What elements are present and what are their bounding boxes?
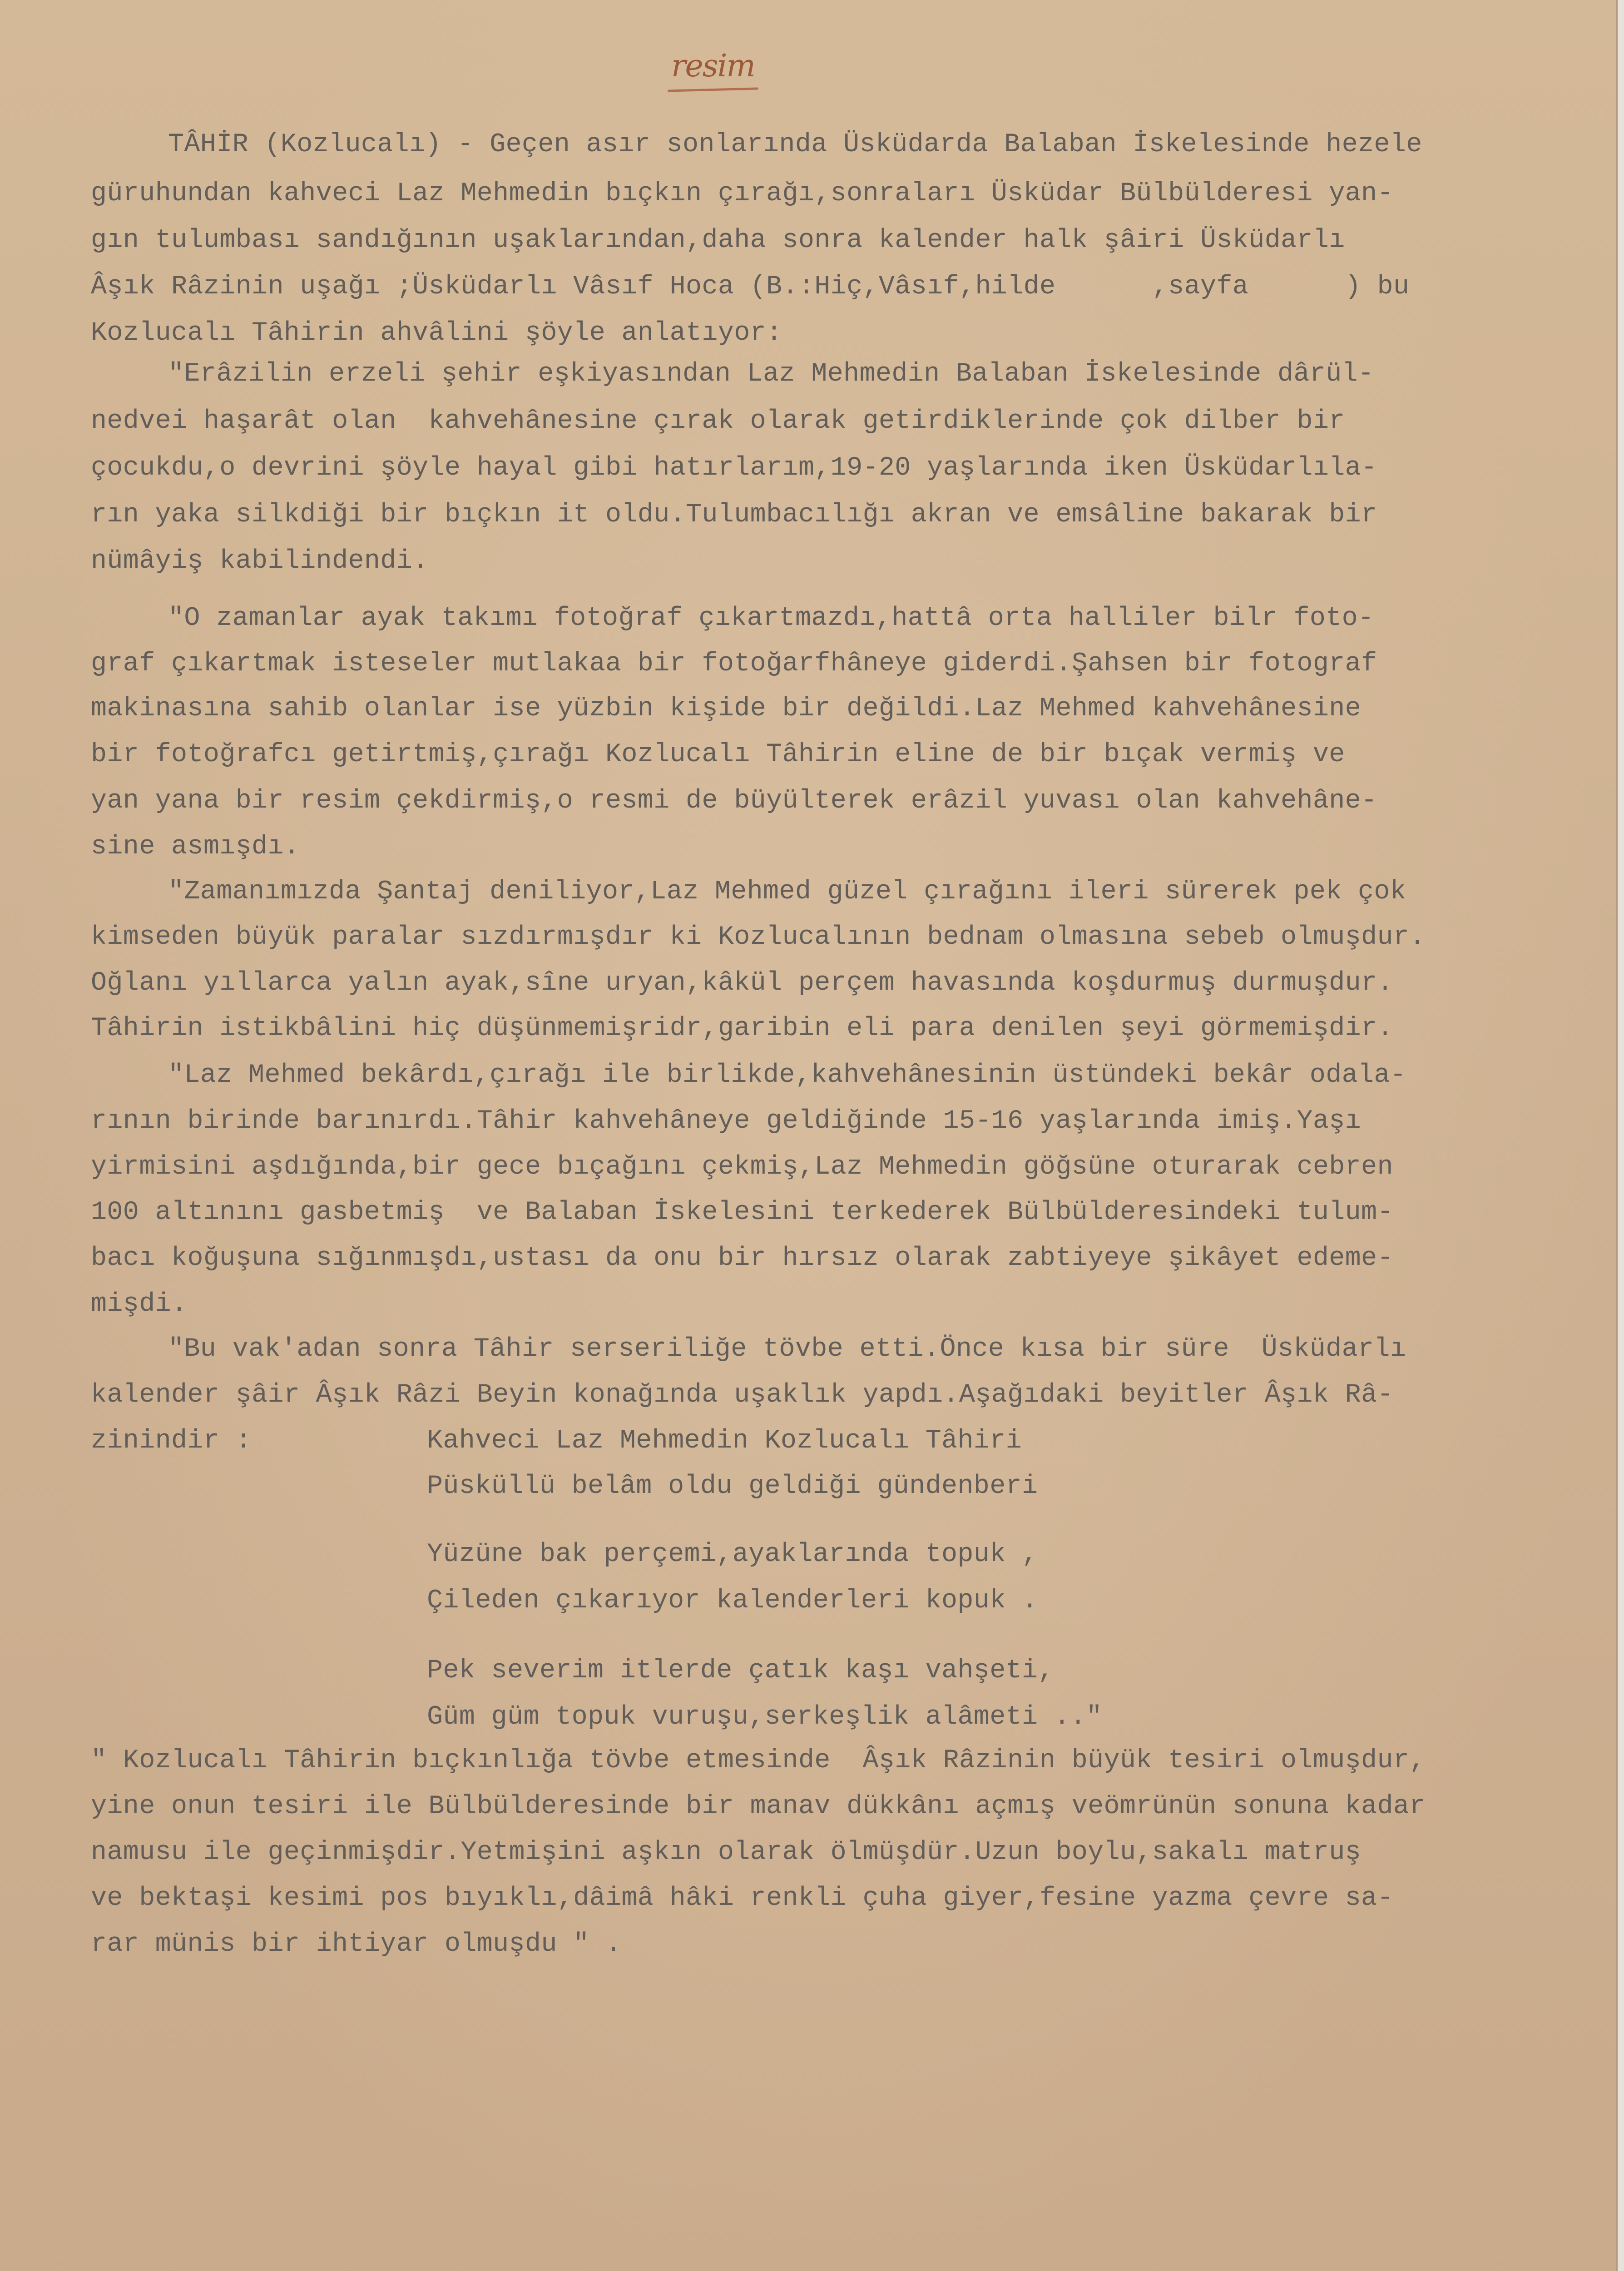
text-line: gın tulumbası sandığının uşaklarından,daha sonra kalender halk şâiri Üsküdarlı xyxy=(91,225,1345,255)
text-line: "Zamanımızda Şantaj deniliyor,Laz Mehmed güzel çırağını ileri sürerek pek çok xyxy=(168,876,1406,907)
text-line: bacı koğuşuna sığınmışdı,ustası da onu bir hırsız olarak zabtiyeye şikâyet edeme- xyxy=(91,1243,1393,1273)
text-line: TÂHİR (Kozlucalı) - Geçen asır sonlarında Üsküdarda Balaban İskelesinde hezele xyxy=(168,129,1422,159)
text-line: yine onun tesiri ile Bülbülderesinde bir manav dükkânı açmış veömrünün sonuna kadar xyxy=(91,1791,1426,1821)
text-line: kimseden büyük paralar sızdırmışdır ki Kozlucalının bednam olmasına sebeb olmuşdur. xyxy=(91,922,1426,952)
handwritten-note-text: resim xyxy=(671,48,755,84)
text-line: "O zamanlar ayak takımı fotoğraf çıkartmazdı,hattâ orta halliler bilr foto- xyxy=(168,603,1374,633)
text-line: "Bu vak'adan sonra Tâhir serseriliğe tövbe etti.Önce kısa bir süre Üsküdarlı xyxy=(168,1334,1406,1364)
text-line: 100 altınını gasbetmiş ve Balaban İskelesini terkederek Bülbülderesindeki tulum- xyxy=(91,1197,1393,1227)
text-line: ve bektaşi kesimi pos bıyıklı,dâimâ hâki renkli çuha giyer,fesine yazma çevre sa- xyxy=(91,1883,1393,1913)
text-line: "Laz Mehmed bekârdı,çırağı ile birlikde,kahvehânesinin üstündeki bekâr odala- xyxy=(168,1060,1406,1090)
text-line: makinasına sahib olanlar ise yüzbin kişide bir değildi.Laz Mehmed kahvehânesine xyxy=(91,693,1362,724)
text-line: rar münis bir ihtiyar olmuşdu " . xyxy=(91,1929,622,1959)
text-line: bir fotoğrafcı getirtmiş,çırağı Kozlucalı Tâhirin eline de bir bıçak vermiş ve xyxy=(91,739,1345,769)
text-line: Oğlanı yıllarca yalın ayak,sîne uryan,kâkül perçem havasında koşdurmuş durmuşdur. xyxy=(91,967,1393,998)
text-line: nedvei haşarât olan kahvehânesine çırak olarak getirdiklerinde çok dilber bir xyxy=(91,406,1345,436)
text-line: sine asmışdı. xyxy=(91,831,300,862)
verse-line: Kahveci Laz Mehmedin Kozlucalı Tâhiri xyxy=(427,1425,1022,1456)
text-line: zinindir : xyxy=(91,1425,252,1456)
text-line: "Erâzilin erzeli şehir eşkiyasından Laz Mehmedin Balaban İskelesinde dârül- xyxy=(168,358,1374,389)
text-line: çocukdu,o devrini şöyle hayal gibi hatırlarım,19-20 yaşlarında iken Üsküdarlıla- xyxy=(91,452,1377,483)
text-line: Tâhirin istikbâlini hiç düşünmemişridr,garibin eli para denilen şeyi görmemişdir. xyxy=(91,1013,1393,1043)
text-line: Kozlucalı Tâhirin ahvâlini şöyle anlatıyor: xyxy=(91,317,782,348)
text-line: nümâyiş kabilindendi. xyxy=(91,545,429,576)
text-line: yirmisini aşdığında,bir gece bıçağını çekmiş,Laz Mehmedin göğsüne oturarak cebren xyxy=(91,1151,1393,1182)
verse-line: Püsküllü belâm oldu geldiği gündenberi xyxy=(427,1471,1038,1501)
text-line: rın yaka silkdiği bir bıçkın it oldu.Tulumbacılığı akran ve emsâline bakarak bir xyxy=(91,499,1377,530)
text-line: Âşık Râzinin uşağı ;Üsküdarlı Vâsıf Hoca (B.:Hiç,Vâsıf,hilde ,sayfa ) bu xyxy=(91,271,1410,302)
text-line: " Kozlucalı Tâhirin bıçkınlığa tövbe etmesinde Âşık Râzinin büyük tesiri olmuşdur, xyxy=(91,1745,1426,1775)
text-line: rının birinde barınırdı.Tâhir kahvehâneye geldiğinde 15-16 yaşlarında imiş.Yaşı xyxy=(91,1106,1362,1136)
text-line: yan yana bir resim çekdirmiş,o resmi de büyülterek erâzil yuvası olan kahvehâne- xyxy=(91,785,1377,816)
verse-line: Güm güm topuk vuruşu,serkeşlik alâmeti .." xyxy=(427,1701,1103,1732)
text-line: güruhundan kahveci Laz Mehmedin bıçkın çırağı,sonraları Üsküdar Bülbülderesi yan- xyxy=(91,178,1393,208)
text-line: kalender şâir Âşık Râzi Beyin konağında uşaklık yapdı.Aşağıdaki beyitler Âşık Râ- xyxy=(91,1379,1393,1410)
verse-line: Çileden çıkarıyor kalenderleri kopuk . xyxy=(427,1585,1038,1616)
text-line: graf çıkartmak isteseler mutlakaa bir fotoğarfhâneye giderdi.Şahsen bir fotograf xyxy=(91,648,1377,679)
text-line: namusu ile geçinmişdir.Yetmişini aşkın olarak ölmüşdür.Uzun boylu,sakalı matruş xyxy=(91,1837,1362,1867)
verse-line: Yüzüne bak perçemi,ayaklarında topuk , xyxy=(427,1539,1038,1569)
verse-line: Pek severim itlerde çatık kaşı vahşeti, xyxy=(427,1655,1054,1686)
text-line: mişdi. xyxy=(91,1289,188,1319)
